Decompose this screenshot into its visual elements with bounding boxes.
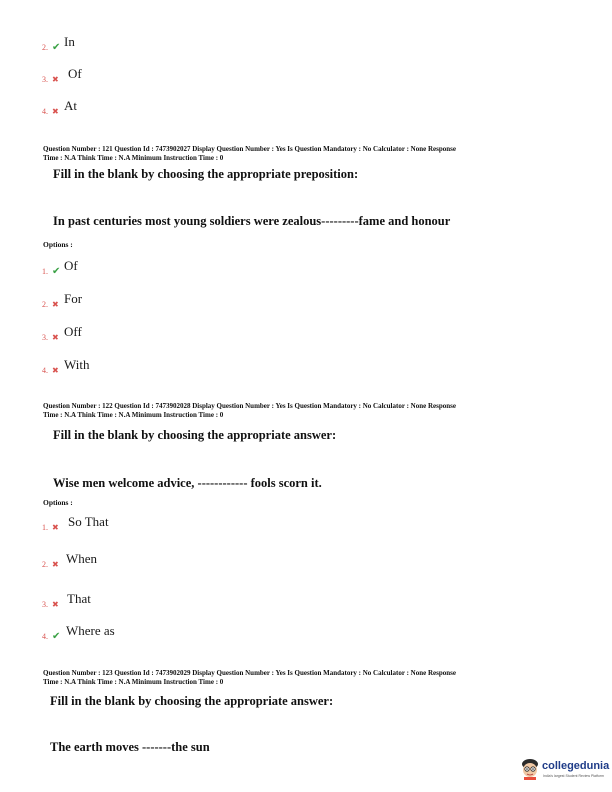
cross-icon: ✖: [52, 300, 59, 309]
option-text: At: [64, 98, 77, 113]
option-number: 1.: [42, 267, 48, 276]
option-number: 2.: [42, 300, 48, 309]
cross-icon: ✖: [52, 560, 59, 569]
question-meta: [43, 402, 573, 420]
option-number: 1.: [42, 523, 48, 532]
question-meta: [43, 145, 573, 163]
option-text: That: [67, 591, 91, 606]
cross-icon: ✖: [52, 600, 59, 609]
question-instruction: Fill in the blank by choosing the appropriate preposition:: [53, 167, 359, 181]
mascot-icon: [520, 758, 540, 780]
cross-icon: ✖: [52, 366, 59, 375]
check-icon: ✔: [52, 42, 61, 53]
question-meta: [43, 669, 573, 687]
question-meta-line: Question Number : 121 Question Id : 7473902027 Display Question Number : Yes Is Question Mandatory : No Calculator : None Response: [43, 145, 456, 153]
options-label: Options :: [43, 498, 73, 507]
option-number: 2.: [42, 43, 48, 52]
option-text: Where as: [66, 623, 115, 638]
option-number: 4.: [42, 632, 48, 641]
question-text: The earth moves -------the sun: [50, 740, 210, 754]
options-label: Options :: [43, 240, 73, 249]
brand-tagline: India's largest Student Review Platform: [543, 774, 604, 778]
check-icon: ✔: [52, 266, 61, 277]
question-meta-line: Question Number : 123 Question Id : 7473902029 Display Question Number : Yes Is Question Mandatory : No Calculator : None Response: [43, 669, 456, 677]
option-number: 4.: [42, 366, 48, 375]
question-meta-line: Time : N.A Think Time : N.A Minimum Instruction Time : 0: [43, 678, 224, 686]
cross-icon: ✖: [52, 523, 59, 532]
cross-icon: ✖: [52, 75, 59, 84]
option-text: In: [64, 34, 75, 49]
question-meta-line: Time : N.A Think Time : N.A Minimum Instruction Time : 0: [43, 411, 224, 419]
option-text: Of: [64, 258, 78, 273]
option-number: 3.: [42, 600, 48, 609]
option-text: With: [64, 357, 90, 372]
option-text: So That: [68, 514, 109, 529]
option-number: 4.: [42, 107, 48, 116]
brand-name: collegedunia: [542, 760, 610, 772]
cross-icon: ✖: [52, 107, 59, 116]
cross-icon: ✖: [52, 333, 59, 342]
option-number: 3.: [42, 333, 48, 342]
question-meta-line: Question Number : 122 Question Id : 7473902028 Display Question Number : Yes Is Question Mandatory : No Calculator : None Response: [43, 402, 456, 410]
question-instruction: Fill in the blank by choosing the appropriate answer:: [53, 428, 337, 442]
option-text: For: [64, 291, 83, 306]
option-text: When: [66, 551, 98, 566]
check-icon: ✔: [52, 631, 61, 642]
option-number: 3.: [42, 75, 48, 84]
option-number: 2.: [42, 560, 48, 569]
option-text: Off: [64, 324, 82, 339]
collegedunia-logo: [516, 754, 612, 786]
question-text: Wise men welcome advice, ------------ fools scorn it.: [53, 476, 322, 490]
question-instruction: Fill in the blank by choosing the appropriate answer:: [50, 694, 334, 708]
question-text: In past centuries most young soldiers were zealous---------fame and honour: [53, 214, 451, 228]
option-text: Of: [68, 66, 82, 81]
question-meta-line: Time : N.A Think Time : N.A Minimum Instruction Time : 0: [43, 154, 224, 162]
